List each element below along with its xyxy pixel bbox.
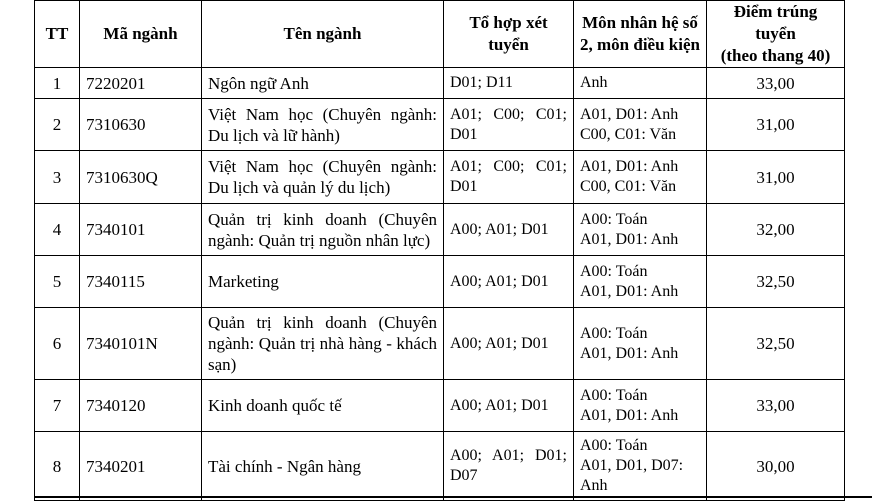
cell-to-hop: D01; D11	[444, 68, 574, 99]
table-row	[35, 99, 845, 151]
header-tt: TT	[35, 1, 80, 68]
table-row	[35, 204, 845, 256]
cell-to-hop: A00; A01; D01	[444, 204, 574, 256]
cell-to-hop: A00; A01; D01	[444, 256, 574, 308]
cell-ten-nganh: Ngôn ngữ Anh	[202, 68, 444, 99]
cell-diem: 31,00	[707, 99, 845, 151]
cell-ten-nganh: Tài chính - Ngân hàng	[202, 432, 444, 501]
header-mon-nhan-he-so: Môn nhân hệ số 2, môn điều kiện	[574, 1, 707, 68]
cell-mon-nhan: A01, D01: Anh C00, C01: Văn	[574, 151, 707, 204]
cell-ma-nganh: 7340201	[80, 432, 202, 501]
cell-tt: 7	[35, 380, 80, 432]
admission-scores-table	[34, 0, 845, 501]
cell-tt: 1	[35, 68, 80, 99]
cell-to-hop: A01; C00; C01; D01	[444, 99, 574, 151]
cell-ten-nganh: Việt Nam học (Chuyên ngành: Du lịch và lữ hành)	[202, 99, 444, 151]
cell-ma-nganh: 7310630	[80, 99, 202, 151]
cell-diem: 31,00	[707, 151, 845, 204]
cell-ma-nganh: 7340115	[80, 256, 202, 308]
cell-ten-nganh: Quản trị kinh doanh (Chuyên ngành: Quản trị nhà hàng - khách sạn)	[202, 308, 444, 380]
header-ten-nganh: Tên ngành	[202, 1, 444, 68]
cell-ma-nganh: 7220201	[80, 68, 202, 99]
table-row	[35, 380, 845, 432]
cell-diem: 33,00	[707, 68, 845, 99]
cell-ten-nganh: Marketing	[202, 256, 444, 308]
cell-tt: 5	[35, 256, 80, 308]
cell-mon-nhan: A00: Toán A01, D01: Anh	[574, 308, 707, 380]
header-to-hop: Tổ hợp xét tuyển	[444, 1, 574, 68]
cell-mon-nhan: A01, D01: Anh C00, C01: Văn	[574, 99, 707, 151]
cell-mon-nhan: A00: Toán A01, D01: Anh	[574, 256, 707, 308]
cell-tt: 8	[35, 432, 80, 501]
header-ma-nganh: Mã ngành	[80, 1, 202, 68]
cell-to-hop: A01; C00; C01; D01	[444, 151, 574, 204]
cell-diem: 33,00	[707, 380, 845, 432]
cell-ma-nganh: 7340101N	[80, 308, 202, 380]
cell-mon-nhan: Anh	[574, 68, 707, 99]
table-row	[35, 68, 845, 99]
table-row	[35, 256, 845, 308]
table-row	[35, 151, 845, 204]
cell-mon-nhan: A00: Toán A01, D01, D07: Anh	[574, 432, 707, 501]
header-diem-trung-tuyen: Điểm trúng tuyển (theo thang 40)	[707, 1, 845, 68]
next-row-border	[34, 496, 872, 498]
cell-diem: 32,50	[707, 308, 845, 380]
cell-ma-nganh: 7340101	[80, 204, 202, 256]
cell-ten-nganh: Quản trị kinh doanh (Chuyên ngành: Quản trị nguồn nhân lực)	[202, 204, 444, 256]
cell-tt: 2	[35, 99, 80, 151]
cell-to-hop: A00; A01; D01	[444, 380, 574, 432]
cell-diem: 32,50	[707, 256, 845, 308]
cell-ten-nganh: Việt Nam học (Chuyên ngành: Du lịch và quản lý du lịch)	[202, 151, 444, 204]
cell-ma-nganh: 7340120	[80, 380, 202, 432]
cell-mon-nhan: A00: Toán A01, D01: Anh	[574, 380, 707, 432]
cell-ma-nganh: 7310630Q	[80, 151, 202, 204]
cell-tt: 3	[35, 151, 80, 204]
cell-tt: 4	[35, 204, 80, 256]
cell-to-hop: A00; A01; D01; D07	[444, 432, 574, 501]
cell-diem: 32,00	[707, 204, 845, 256]
cell-mon-nhan: A00: Toán A01, D01: Anh	[574, 204, 707, 256]
cell-diem: 30,00	[707, 432, 845, 501]
header-row	[35, 1, 845, 68]
cell-tt: 6	[35, 308, 80, 380]
admission-table-wrapper	[34, 0, 845, 501]
cell-to-hop: A00; A01; D01	[444, 308, 574, 380]
cell-ten-nganh: Kinh doanh quốc tế	[202, 380, 444, 432]
table-row	[35, 308, 845, 380]
table-row	[35, 432, 845, 501]
